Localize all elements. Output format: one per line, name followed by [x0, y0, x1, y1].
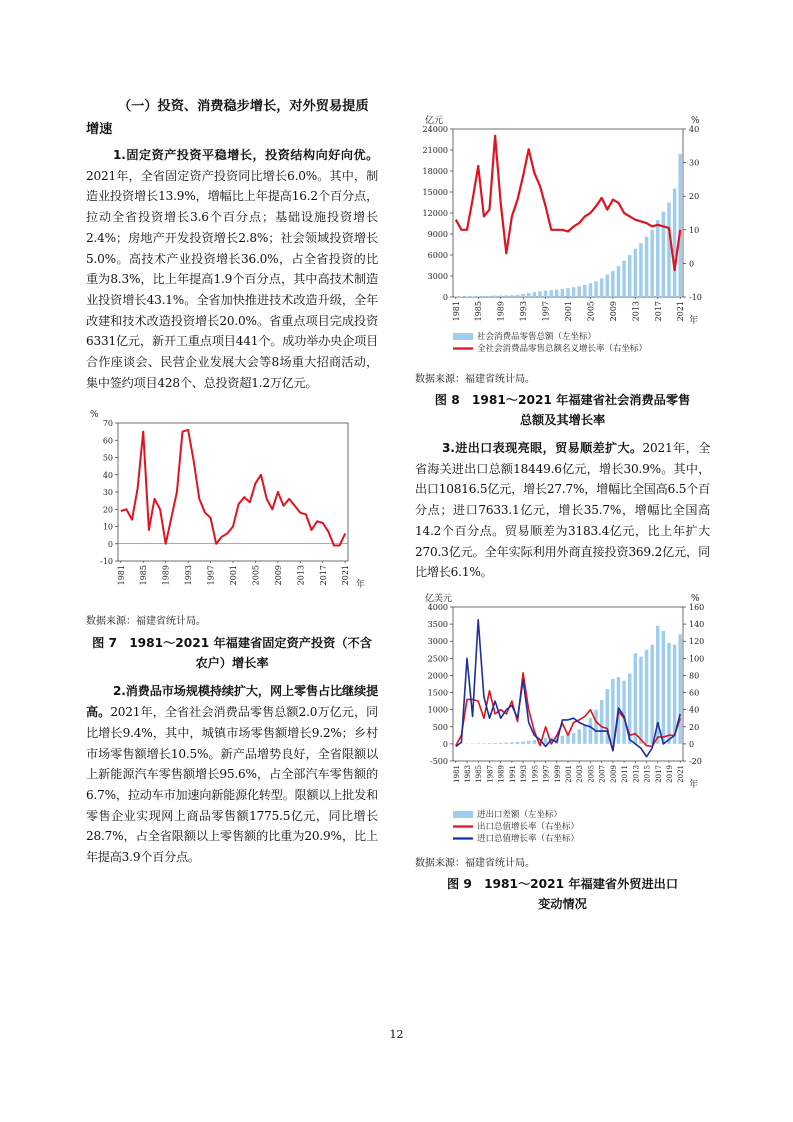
x-tick-label: 1991 — [508, 764, 517, 783]
bar — [583, 285, 586, 297]
legend-swatch — [453, 333, 473, 340]
y-tick-label: 3000 — [427, 272, 448, 281]
bar — [555, 290, 558, 297]
bar — [521, 741, 524, 743]
y-tick-label: 0 — [442, 739, 448, 749]
x-tick-label: 2013 — [631, 301, 641, 322]
y-tick-label: 500 — [432, 722, 448, 732]
y-tick-label: 6000 — [427, 251, 448, 260]
y-right-tick-label: 40 — [689, 125, 700, 134]
bar — [577, 729, 580, 743]
bar — [527, 293, 530, 297]
y-tick-label: 2500 — [427, 654, 448, 664]
x-tick-label: 1997 — [542, 764, 551, 783]
y-right-tick-label: 10 — [689, 225, 700, 235]
y-tick-label: 18000 — [422, 167, 448, 176]
bar — [510, 742, 513, 744]
x-tick-label: 2017 — [654, 764, 663, 783]
y-tick-label: 0 — [107, 540, 113, 550]
bar — [678, 634, 681, 744]
x-tick-label: 1981 — [116, 565, 126, 586]
y-axis-unit: 亿美元 — [425, 593, 453, 604]
bar — [516, 295, 519, 297]
bar — [611, 679, 614, 744]
bar — [634, 249, 637, 297]
right-column — [415, 95, 710, 914]
x-tick-label: 1981 — [452, 764, 461, 783]
bar — [477, 743, 480, 744]
y-right-tick-label: 140 — [689, 620, 705, 630]
y-tick-label: 10 — [102, 522, 113, 532]
figure-9-caption-line1: 图 9 1981～2021 年福建省外贸进出口 — [446, 876, 679, 891]
paragraph-body: 2021年，全省海关进出口总额18449.6亿元，增长30.9%。其中，出口10816.5亿元，增长27.7%，增幅比全国高6.5个百分点；进口7633.1亿元，增长35.7%，增幅比全国高14.2个百分点。贸易顺差为3183.4亿元，比上年扩大270.3亿元。全年实际利用外商直接投资369.2亿元，同比增长6.1%。 — [415, 441, 710, 580]
x-tick-label: 1985 — [475, 764, 484, 783]
y-right-axis-unit: % — [691, 593, 700, 604]
x-tick-label: 2021 — [676, 301, 686, 322]
figure-8-chart — [415, 99, 710, 369]
y-right-tick-label: 160 — [689, 602, 705, 612]
y-tick-label: 15000 — [422, 188, 448, 197]
bar — [645, 650, 648, 744]
bar — [634, 653, 637, 744]
bar — [505, 295, 508, 297]
bar — [639, 243, 642, 297]
bar — [606, 275, 609, 297]
x-tick-label: 2013 — [296, 565, 306, 586]
bar — [667, 643, 670, 744]
bar — [622, 680, 625, 743]
y-tick-label: 2000 — [427, 671, 448, 681]
bar — [645, 237, 648, 297]
paragraph-lead: 2.消费品市场规模持续扩大，网上零售占比继续提高。 — [86, 684, 378, 720]
figure-8-caption-line2: 总额及其增长率 — [519, 413, 606, 427]
figure-9-source: 数据来源：福建省统计局。 — [415, 857, 535, 869]
y-tick-label: 1000 — [427, 705, 448, 715]
x-tick-label: 1993 — [184, 565, 194, 586]
paragraph-lead: 1.固定资产投资平稳增长，投资结构向好向优。 — [113, 148, 378, 162]
bar — [544, 738, 547, 744]
bar — [510, 295, 513, 297]
y-tick-label: 12000 — [422, 209, 448, 218]
plot-frame — [118, 423, 348, 561]
bar — [628, 255, 631, 297]
bar — [611, 271, 614, 297]
y-axis-unit: % — [90, 410, 99, 421]
bar — [465, 296, 468, 297]
y-tick-label: 50 — [102, 453, 113, 463]
bar — [656, 220, 659, 297]
y-right-tick-label: 100 — [689, 654, 705, 664]
figure-8-source: 数据来源：福建省统计局。 — [415, 374, 535, 385]
x-tick-label: 1985 — [139, 565, 149, 586]
bar — [600, 278, 603, 297]
x-tick-label: 2021 — [341, 565, 351, 586]
x-tick-label: 1993 — [519, 301, 529, 322]
legend-label: 进口总值增长率（右坐标） — [477, 833, 580, 844]
figure-7-source: 数据来源：福建省统计局。 — [86, 616, 206, 628]
paragraph-lead: 3.进出口表现亮眼，贸易顺差扩大。 — [442, 441, 643, 455]
bar — [533, 740, 536, 744]
x-tick-label: 1999 — [553, 764, 562, 783]
x-tick-label: 2009 — [273, 565, 283, 586]
bar — [673, 189, 676, 298]
bar — [650, 645, 653, 744]
y-right-tick-label: 20 — [689, 722, 700, 732]
paragraph-investment — [86, 145, 378, 393]
x-tick-label: 2009 — [608, 301, 618, 322]
bar — [538, 291, 541, 297]
y-tick-label: 60 — [102, 436, 113, 446]
x-tick-label: 2005 — [586, 301, 596, 322]
bar — [521, 294, 524, 297]
bar — [572, 287, 575, 297]
series-line — [121, 430, 345, 546]
legend-swatch — [453, 811, 473, 818]
y-right-tick-label: -20 — [689, 756, 702, 766]
bar — [493, 296, 496, 297]
x-tick-label: 1985 — [474, 301, 484, 322]
bar — [572, 733, 575, 744]
x-tick-label: 1995 — [531, 764, 540, 783]
bar — [639, 657, 642, 744]
paragraph-body: 2021年，全省固定资产投资同比增长6.0%。其中，制造业投资增长13.9%，增幅比上年提高16.2个百分点，拉动全省投资增长3.6个百分点；基础设施投资增长2.4%；房地产开发投资增长2.8%；社会领域投资增长5.0%。高技术产业投资增长36.0%，占全省投资的比重为8.3%，比上年提高1.9个百分点，其中高技术制造业投资增长43.1%。全省加快推进技术改造升级，全年改建和技术改造投资增长20.0%。省重点项目完成投资6331亿元，新开工重点项目441个。成功举办央企项目合作座谈会、民营企业发展大会等8场重大招商活动，集中签约项目428个、总投资超1.2万亿元。 — [86, 168, 378, 390]
x-tick-label: 1989 — [497, 764, 506, 783]
x-tick-label: 1989 — [161, 565, 171, 586]
y-right-tick-label: 120 — [689, 637, 705, 647]
bar — [482, 296, 485, 297]
figure-7-caption-line1: 图 7 1981～2021 年福建省固定资产投资（不含 — [92, 636, 372, 651]
x-tick-label: 2001 — [564, 301, 573, 322]
y-right-tick-label: 40 — [689, 705, 700, 715]
bar — [600, 700, 603, 744]
bar — [488, 743, 491, 744]
x-tick-label: 1981 — [451, 301, 461, 322]
figure-7-caption-line2: 农户）增长率 — [195, 656, 269, 671]
y-right-tick-label: 60 — [689, 688, 700, 698]
bar — [583, 725, 586, 744]
x-tick-label: 2001 — [565, 764, 573, 783]
bar — [594, 710, 597, 744]
bar — [493, 743, 496, 744]
x-tick-label: 2007 — [598, 764, 607, 783]
bar — [544, 291, 547, 297]
y-right-tick-label: 80 — [689, 671, 700, 681]
legend-label: 出口总值增长率（右坐标） — [477, 821, 580, 832]
x-tick-label: 1987 — [486, 764, 495, 783]
y-tick-label: 0 — [442, 293, 448, 302]
y-tick-label: 21000 — [422, 146, 448, 155]
x-tick-label: 2017 — [318, 565, 328, 586]
x-tick-label: 2013 — [632, 764, 641, 783]
bar — [482, 743, 485, 744]
x-tick-label: 2005 — [251, 565, 261, 586]
y-right-tick-label: 0 — [689, 259, 695, 269]
bar — [617, 266, 620, 297]
bar — [561, 736, 564, 744]
x-tick-label: 1983 — [464, 764, 473, 783]
page-number: 12 — [389, 1028, 404, 1041]
y-tick-label: 70 — [102, 419, 113, 429]
y-tick-label: 3000 — [427, 637, 448, 647]
bar — [577, 286, 580, 297]
y-right-tick-label: 20 — [689, 192, 700, 202]
x-tick-label: 1989 — [496, 301, 506, 322]
bar — [662, 631, 665, 744]
bar — [516, 742, 519, 744]
paragraph-trade — [415, 438, 710, 583]
x-tick-label: 2017 — [653, 301, 663, 322]
bar — [594, 281, 597, 297]
y-tick-label: 40 — [102, 471, 113, 481]
figure-9-caption-line2: 变动情况 — [538, 896, 587, 911]
y-right-tick-label: 30 — [689, 158, 700, 168]
y-tick-label: -500 — [430, 756, 448, 766]
y-tick-label: 1500 — [427, 688, 448, 698]
bar — [561, 289, 564, 297]
bar — [471, 296, 474, 297]
y-tick-label: 9000 — [427, 230, 448, 239]
bar — [533, 292, 536, 297]
paragraph-consumption — [86, 681, 378, 867]
bar — [566, 288, 569, 297]
left-column — [86, 95, 378, 868]
bar — [499, 295, 502, 297]
x-tick-label: 2005 — [587, 764, 596, 783]
bar — [650, 230, 653, 297]
y-tick-label: 30 — [102, 488, 113, 498]
x-tick-label: 2001 — [229, 565, 238, 586]
section-title: （一）投资、消费稳步增长，对外贸易提质增速 — [86, 99, 369, 137]
paragraph-body: 2021年，全省社会消费品零售总额2.0万亿元，同比增长9.4%，其中，城镇市场零售额增长9.2%；乡村市场零售额增长10.5%。新产品增势良好，全省限额以上新能源汽车零售额增长95.6%，占全部汽车零售额的6.7%，拉动车市加速向新能源化转型。限额以上批发和零售企业实现网上商品零售额1775.5亿元，同比增长28.7%，占全省限额以上零售额的比重为20.9%，比上年提高3.9个百分点。 — [86, 705, 378, 865]
y-axis-unit: 亿元 — [425, 116, 444, 126]
x-axis-unit: 年 — [689, 316, 699, 326]
bar — [505, 742, 508, 743]
y-right-tick-label: -10 — [689, 293, 702, 302]
figure-9-chart — [415, 589, 710, 855]
y-tick-label: 24000 — [422, 125, 448, 134]
x-axis-unit: 年 — [356, 580, 366, 591]
x-tick-label: 2011 — [621, 764, 630, 783]
x-tick-label: 2015 — [643, 764, 652, 783]
y-tick-label: 4000 — [427, 602, 448, 612]
bar — [662, 212, 665, 297]
x-axis-unit: 年 — [689, 779, 699, 790]
x-tick-label: 1997 — [541, 301, 551, 322]
y-right-tick-label: 0 — [689, 739, 695, 749]
y-tick-label: 3500 — [427, 620, 448, 630]
x-tick-label: 2019 — [665, 764, 674, 783]
x-tick-label: 2009 — [609, 764, 618, 783]
legend-label: 进出口差额（左坐标） — [477, 809, 563, 820]
y-tick-label: -10 — [100, 557, 113, 567]
legend-label: 全社会消费品零售总额名义增长率（右坐标） — [477, 344, 648, 354]
bar — [589, 283, 592, 297]
legend-label: 社会消费品零售总额（左坐标） — [477, 332, 597, 342]
x-tick-label: 2021 — [677, 764, 686, 783]
figure-7-chart — [86, 409, 378, 609]
bar — [667, 203, 670, 298]
bar — [549, 290, 552, 297]
bar — [499, 743, 502, 744]
figure-8-caption-line1: 图 8 1981～2021 年福建省社会消费品零售 — [434, 393, 691, 407]
bar — [488, 296, 491, 297]
bar — [589, 718, 592, 744]
x-tick-label: 2003 — [576, 764, 585, 783]
x-tick-label: 1993 — [520, 764, 529, 783]
y-tick-label: 20 — [102, 505, 113, 515]
x-tick-label: 1997 — [206, 565, 216, 586]
y-right-axis-unit: % — [691, 116, 700, 126]
bar — [622, 261, 625, 297]
bar — [527, 741, 530, 744]
bar — [477, 296, 480, 297]
bar — [678, 154, 681, 297]
